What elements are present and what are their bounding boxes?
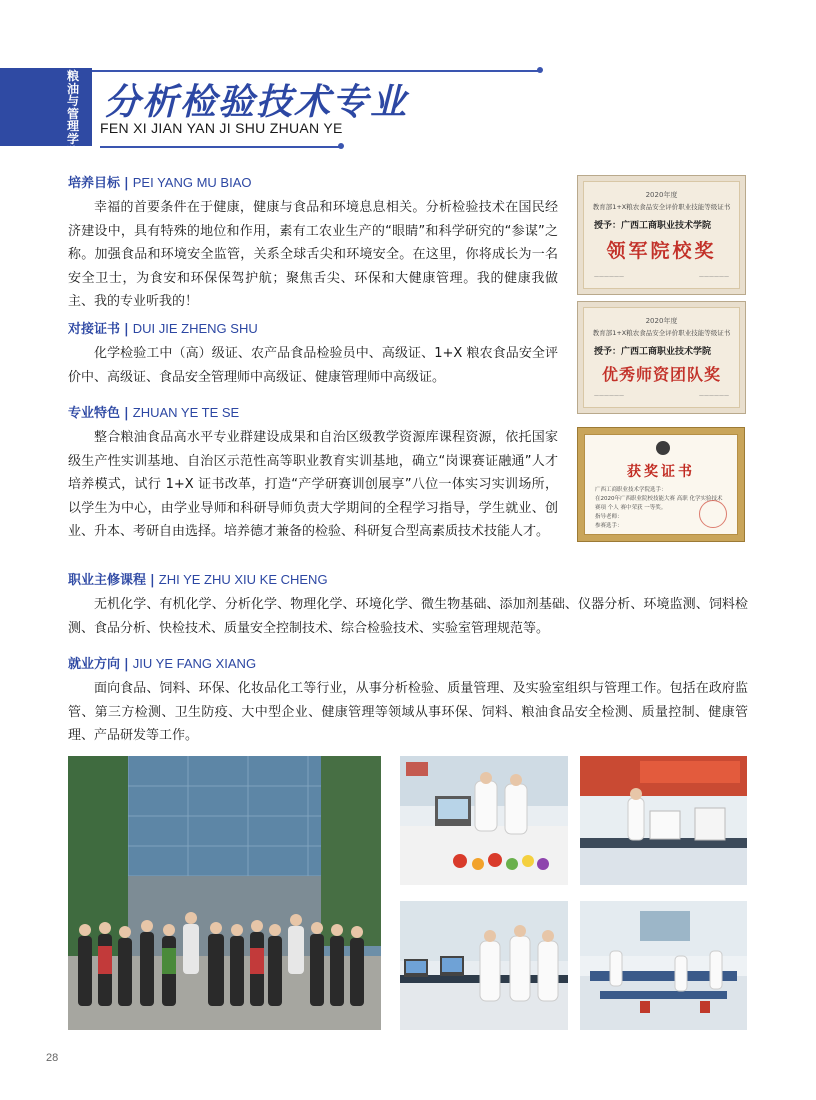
title-rule-dot-2 <box>338 143 344 149</box>
lab-photo-fruit-testing <box>400 756 568 885</box>
section-heading: 对接证书 | DUI JIE ZHENG SHU <box>68 321 258 337</box>
section-heading: 职业主修课程 | ZHI YE ZHU XIU KE CHENG <box>68 572 328 588</box>
lab-photo-classroom <box>580 901 747 1030</box>
section-employment <box>68 655 748 748</box>
group-photo <box>68 756 381 1030</box>
award-line: 参赛选手： <box>595 523 623 529</box>
title-rule-top <box>92 70 540 72</box>
section-text: 幸福的首要条件在于健康，健康与食品和环境息息相关。分析检验技术在国民经济建设中，具有特殊的地位和作用，素有工农业生产的“眼睛”和科学研究的“参谋”之称。加强食品和环境安全监管，关系全球舌尖和环境安全。在这里，你将成长为一名安全卫士，为食安和环保保驾护航；聚焦舌尖、环保和大健康管理。我的健康我做主、我的专业听我的！ <box>68 200 558 310</box>
award-line: 赛项 个人 赛中荣获 一等奖。 <box>595 505 667 511</box>
section-heading: 培养目标 | PEI YANG MU BIAO <box>68 175 252 191</box>
lab-photo-instrument-analysis <box>400 901 568 1030</box>
award-title: 获奖证书 <box>627 464 695 480</box>
certificate-footer: —————— —————— <box>594 274 729 280</box>
section-text: 无机化学、有机化学、分析化学、物理化学、环境化学、微生物基础、添加剂基础、仪器分析、环境监测、饲料检测、食品分析、快检技术、质量安全控制技术、综合检验技术、实验室管理规范等。 <box>68 597 748 636</box>
section-courses <box>68 571 748 640</box>
page-number: 28 <box>46 1052 59 1064</box>
title-rule-bottom <box>100 146 340 148</box>
certificate-award: 领军院校奖 <box>606 240 717 262</box>
page-title: 分析检验技术专业 <box>104 82 409 123</box>
section-certificates <box>68 320 558 389</box>
certificate-recipient: 授予：广西工商职业技术学院 <box>594 347 712 357</box>
section-text: 化学检验工中（高）级证、农产品食品检验员中、高级证、1+X 粮农食品安全评价中、高级证、食品安全管理师中高级证、健康管理师中高级证。 <box>68 346 558 385</box>
section-features <box>68 404 558 544</box>
page-title-pinyin: FEN XI JIAN YAN JI SHU ZHUAN YE <box>100 120 343 136</box>
section-title: 培养目标 <box>68 176 121 191</box>
section-heading: 就业方向 | JIU YE FANG XIANG <box>68 656 257 672</box>
section-pinyin: ZHUAN YE TE SE <box>132 405 240 420</box>
certificate-leading-college <box>577 175 746 295</box>
award-line: 广西工商职业技术学院选手： <box>595 487 667 493</box>
certificate-year: 2020年度 <box>645 317 678 325</box>
stamp-icon <box>699 500 727 528</box>
award-line: 指导老师： <box>595 514 623 520</box>
section-text: 整合粮油食品高水平专业群建设成果和自治区级教学资源库课程资源，依托国家级生产性实训基地、自治区示范性高等职业教育实训基地，确立“岗课赛证融通”人才培养模式，试行 1+X 证书改革，打造“产学研赛训创展享”八位一体实习实训场所，以学生为中心，由学业导师和科研导师负责大学期间的全程学习指导，学生就业、创业、升本、考研自由选择。培养德才兼备的检验、科研复合型高素质技术技能人才。 <box>68 430 558 540</box>
certificate-award: 优秀师资团队奖 <box>601 365 721 384</box>
certificate-subtitle: 教育部1+X粮农食品安全评价职业技能等级证书 <box>592 329 731 337</box>
award-certificate <box>577 427 745 542</box>
college-name: 粮油与管理学院 <box>66 69 79 159</box>
section-pinyin: JIU YE FANG XIANG <box>132 656 257 671</box>
certificate-recipient: 授予：广西工商职业技术学院 <box>594 221 712 231</box>
section-title: 对接证书 <box>68 322 121 337</box>
award-line: 在2020年广西职业院校技能大赛 高职 化学实验技术 <box>595 496 723 502</box>
section-pinyin: DUI JIE ZHENG SHU <box>132 321 258 336</box>
certificate-teacher-team <box>577 301 746 414</box>
title-rule-dot <box>537 67 543 73</box>
section-title: 专业特色 <box>68 406 121 421</box>
certificate-footer: —————— —————— <box>594 393 729 399</box>
section-pinyin: ZHI YE ZHU XIU KE CHENG <box>158 572 328 587</box>
certificate-year: 2020年度 <box>645 191 678 199</box>
section-heading: 专业特色 | ZHUAN YE TE SE <box>68 405 240 421</box>
certificate-subtitle: 教育部1+X粮农食品安全评价职业技能等级证书 <box>592 203 731 211</box>
seal-icon <box>656 441 670 455</box>
section-training-goal <box>68 174 558 314</box>
section-title: 职业主修课程 <box>68 573 147 588</box>
section-title: 就业方向 <box>68 657 121 672</box>
section-text: 面向食品、饲料、环保、化妆品化工等行业，从事分析检验、质量管理、及实验室组织与管理工作。包括在政府监管、第三方检测、卫生防疫、大中型企业、健康管理等领域从事环保、饲料、粮油食品安全检测、质量控制、健康管理、产品研发等工作。 <box>68 681 748 744</box>
section-pinyin: PEI YANG MU BIAO <box>132 175 252 190</box>
lab-photo-competition <box>580 756 747 885</box>
